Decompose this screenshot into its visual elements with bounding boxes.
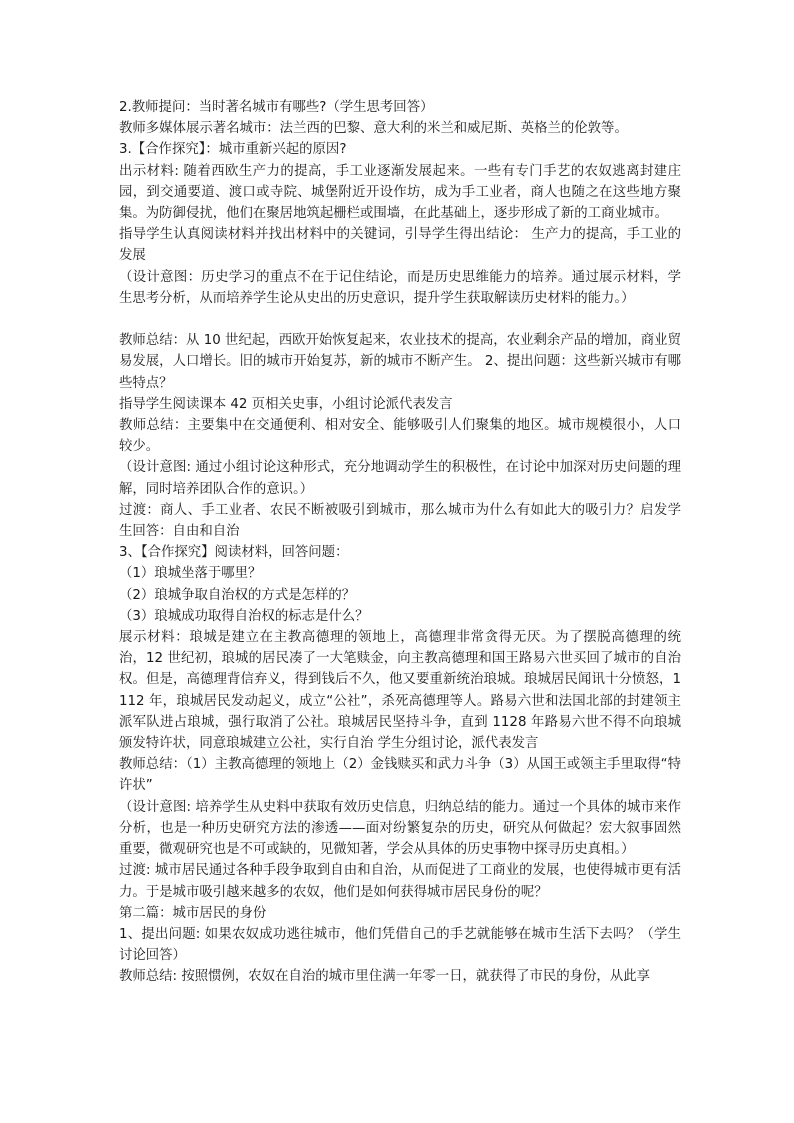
- paragraph-design-intent-3: （设计意图: 培养学生从史料中获取有效历史信息，归纳总结的能力。通过一个具体的城市来作分析，也是一种历史研究方法的渗透——面对纷繁复杂的历史，研究从何做起？宏大叙事固然重要，微观研究也是不可或缺的，见微知著，学会从具体的历史事物中探寻历史真相。）: [119, 799, 681, 858]
- paragraph-section-heading: 第二篇：城市居民的身份: [119, 905, 267, 921]
- paragraph-design-intent-1: （设计意图：历史学习的重点不在于记住结论，而是历史思维能力的培养。通过展示材料，学生思考分析，从而培养学生论从史出的历史意识，提升学生获取解读历史材料的能力。）: [119, 269, 681, 306]
- paragraph-famous-cities: 教师多媒体展示著名城市：法兰西的巴黎、意大利的米兰和威尼斯、英格兰的伦敦等。: [119, 121, 628, 137]
- paragraph-inquiry-heading: 3.【合作探究】：城市重新兴起的原因?: [119, 142, 347, 158]
- paragraph-reading-guidance: 指导学生阅读课本 42 页相关史事，小组讨论派代表发言: [119, 396, 453, 412]
- paragraph-teacher-summary-2: 教师总结：主要集中在交通便利、相对安全、能够吸引人们聚集的地区。城市规模很小，人口较少。: [119, 418, 681, 455]
- paragraph-material: 出示材料: 随着西欧生产力的提高，手工业逐渐发展起来。一些有专门手艺的农奴逃离封建庄园，到交通要道、渡口或寺院、城堡附近开设作坊，成为手工业者，商人也随之在这些地方聚集。为防御侵扰，他们在聚居地筑起栅栏或围墙，在此基础上，逐步形成了新的工商业城市。: [119, 163, 681, 222]
- paragraph-teacher-question: 2.教师提问：当时著名城市有哪些?（学生思考回答）: [119, 100, 434, 115]
- paragraph-question-3: （3）琅城成功取得自治权的标志是什么？: [119, 608, 369, 624]
- paragraph-laon-material: 展示材料：琅城是建立在主教高德理的领地上，高德理非常贪得无厌。为了摆脱高德理的统治，12 世纪初，琅城的居民凑了一大笔赎金，向主教高德理和国王路易六世买回了城市的自治权。但是，高德理背信弃义，得到钱后不久，他又要重新统治琅城。琅城居民闻讯十分愤怒，1112 年，琅城居民发动起义，成立“公社”，杀死高德理等人。路易六世和法国北部的封建领主派军队进占琅城，强行取消了公社。琅城居民坚持斗争，直到 1128 年路易六世不得不向琅城颁发特许状，同意琅城建立公社，实行自治 学生分组讨论，派代表发言: [119, 630, 681, 752]
- paragraph-question-2: （2）琅城争取自治权的方式是怎样的？: [119, 587, 356, 603]
- paragraph-inquiry-heading-2: 3、【合作探究】阅读材料，回答问题：: [119, 545, 349, 561]
- paragraph-transition-1: 过渡：商人、手工业者、农民不断被吸引到城市，那么城市为什么有如此大的吸引力？启发学生回答：自由和自治: [119, 502, 681, 540]
- paragraph-question-serfs: 1、提出问题: 如果农奴成功逃往城市，他们凭借自己的手艺就能够在城市生活下去吗？（学生讨论回答）: [119, 926, 681, 964]
- paragraph-teacher-summary-3: 教师总结：（1）主教高德理的领地上（2）金钱赎买和武力斗争（3）从国王或领主手里取得“特许状”: [119, 757, 681, 794]
- blank-line: [119, 309, 681, 330]
- paragraph-transition-2: 过渡: 城市居民通过各种手段争取到自由和自治，从而促进了工商业的发展，也使得城市更有活力。于是城市吸引越来越多的农奴，他们是如何获得城市居民身份的呢？: [119, 863, 681, 900]
- document-page: [119, 97, 681, 988]
- paragraph-teacher-summary-1: 教师总结：从 10 世纪起，西欧开始恢复起来，农业技术的提高，农业剩余产品的增加，商业贸易发展，人口增长。旧的城市开始复苏，新的城市不断产生。 2、提出问题：这些新兴城市有哪些特点？: [119, 333, 681, 391]
- paragraph-question-1: （1）琅城坐落于哪里？: [119, 566, 262, 582]
- paragraph-design-intent-2: （设计意图: 通过小组讨论这种形式，充分地调动学生的积极性，在讨论中加深对历史问题的理解，同时培养团队合作的意识。）: [119, 460, 681, 497]
- paragraph-guidance: 指导学生认真阅读材料并找出材料中的关键词，引导学生得出结论： 生产力的提高，手工业的发展: [119, 227, 681, 264]
- paragraph-teacher-summary-4: 教师总结: 按照惯例，农奴在自治的城市里住满一年零一日，就获得了市民的身份，从此享: [119, 969, 650, 985]
